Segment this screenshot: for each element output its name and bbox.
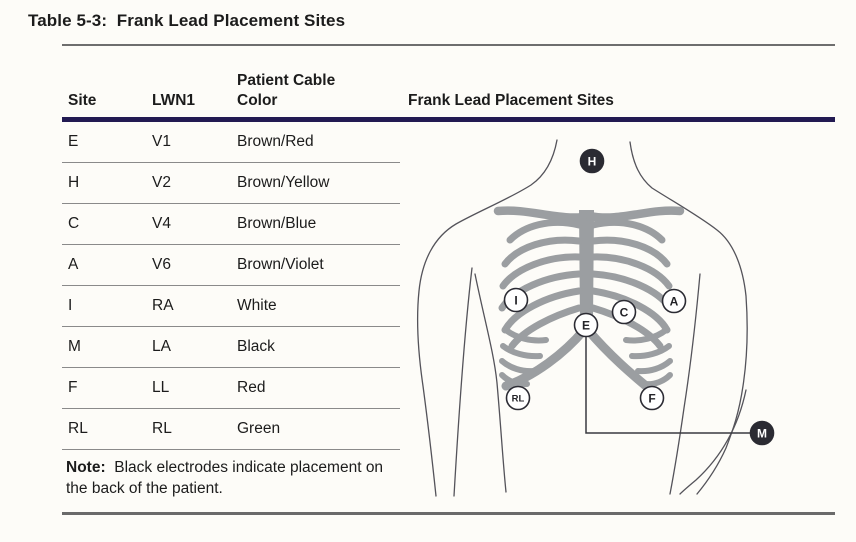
cell-site: RL [68, 420, 88, 437]
table-row [62, 163, 400, 204]
note-label: Note: [66, 459, 106, 476]
cell-lwn1: RA [152, 297, 174, 314]
cell-site: I [68, 297, 73, 314]
electrode-label-a: A [669, 294, 679, 309]
electrode-label-c: C [619, 305, 629, 320]
column-header-lwn1: LWN1 [152, 92, 196, 109]
cell-site: C [68, 215, 80, 232]
torso-diagram [412, 128, 856, 518]
cell-color: Brown/Blue [237, 215, 317, 232]
cell-lwn1: LL [152, 379, 170, 396]
cell-color: Green [237, 420, 281, 437]
cell-site: H [68, 174, 80, 191]
table-note [66, 457, 384, 500]
cell-lwn1: V1 [152, 133, 171, 150]
cell-color: Black [237, 338, 275, 355]
lead-placement-table [62, 122, 400, 450]
electrode-label-f: F [648, 391, 656, 406]
cell-lwn1: LA [152, 338, 171, 355]
electrode-label-i: I [514, 293, 518, 308]
cell-site: F [68, 379, 78, 396]
cell-site: E [68, 133, 79, 150]
table-row [62, 286, 400, 327]
electrode-label-rl: RL [511, 393, 525, 405]
cell-color: Red [237, 379, 266, 396]
table-row [62, 368, 400, 409]
figure-heading: Frank Lead Placement Sites [408, 92, 614, 109]
cell-color: Brown/Yellow [237, 174, 330, 191]
torso-illustration [412, 128, 856, 513]
electrode-label-e: E [581, 318, 591, 333]
cell-site: M [68, 338, 81, 355]
cell-lwn1: V6 [152, 256, 171, 273]
cell-color: Brown/Red [237, 133, 314, 150]
note-text: Black electrodes indicate placement on the back of the patient. [66, 459, 384, 498]
cell-color: White [237, 297, 277, 314]
cell-lwn1: RL [152, 420, 172, 437]
column-header-cable-color-line2: Color [237, 92, 278, 109]
table-row [62, 409, 400, 450]
table-row [62, 204, 400, 245]
cell-site: A [68, 256, 79, 273]
electrode-label-h: H [587, 154, 597, 169]
cell-lwn1: V2 [152, 174, 171, 191]
table-row [62, 245, 400, 286]
cell-color: Brown/Violet [237, 256, 324, 273]
column-header-cable-color-line1: Patient Cable [237, 72, 336, 89]
page-title: Table 5-3: Frank Lead Placement Sites [28, 11, 346, 30]
column-header-site: Site [68, 92, 97, 109]
cell-lwn1: V4 [152, 215, 171, 232]
table-row [62, 327, 400, 368]
electrode-label-m: M [757, 426, 767, 441]
top-rule [62, 44, 835, 46]
table-row [62, 122, 400, 163]
